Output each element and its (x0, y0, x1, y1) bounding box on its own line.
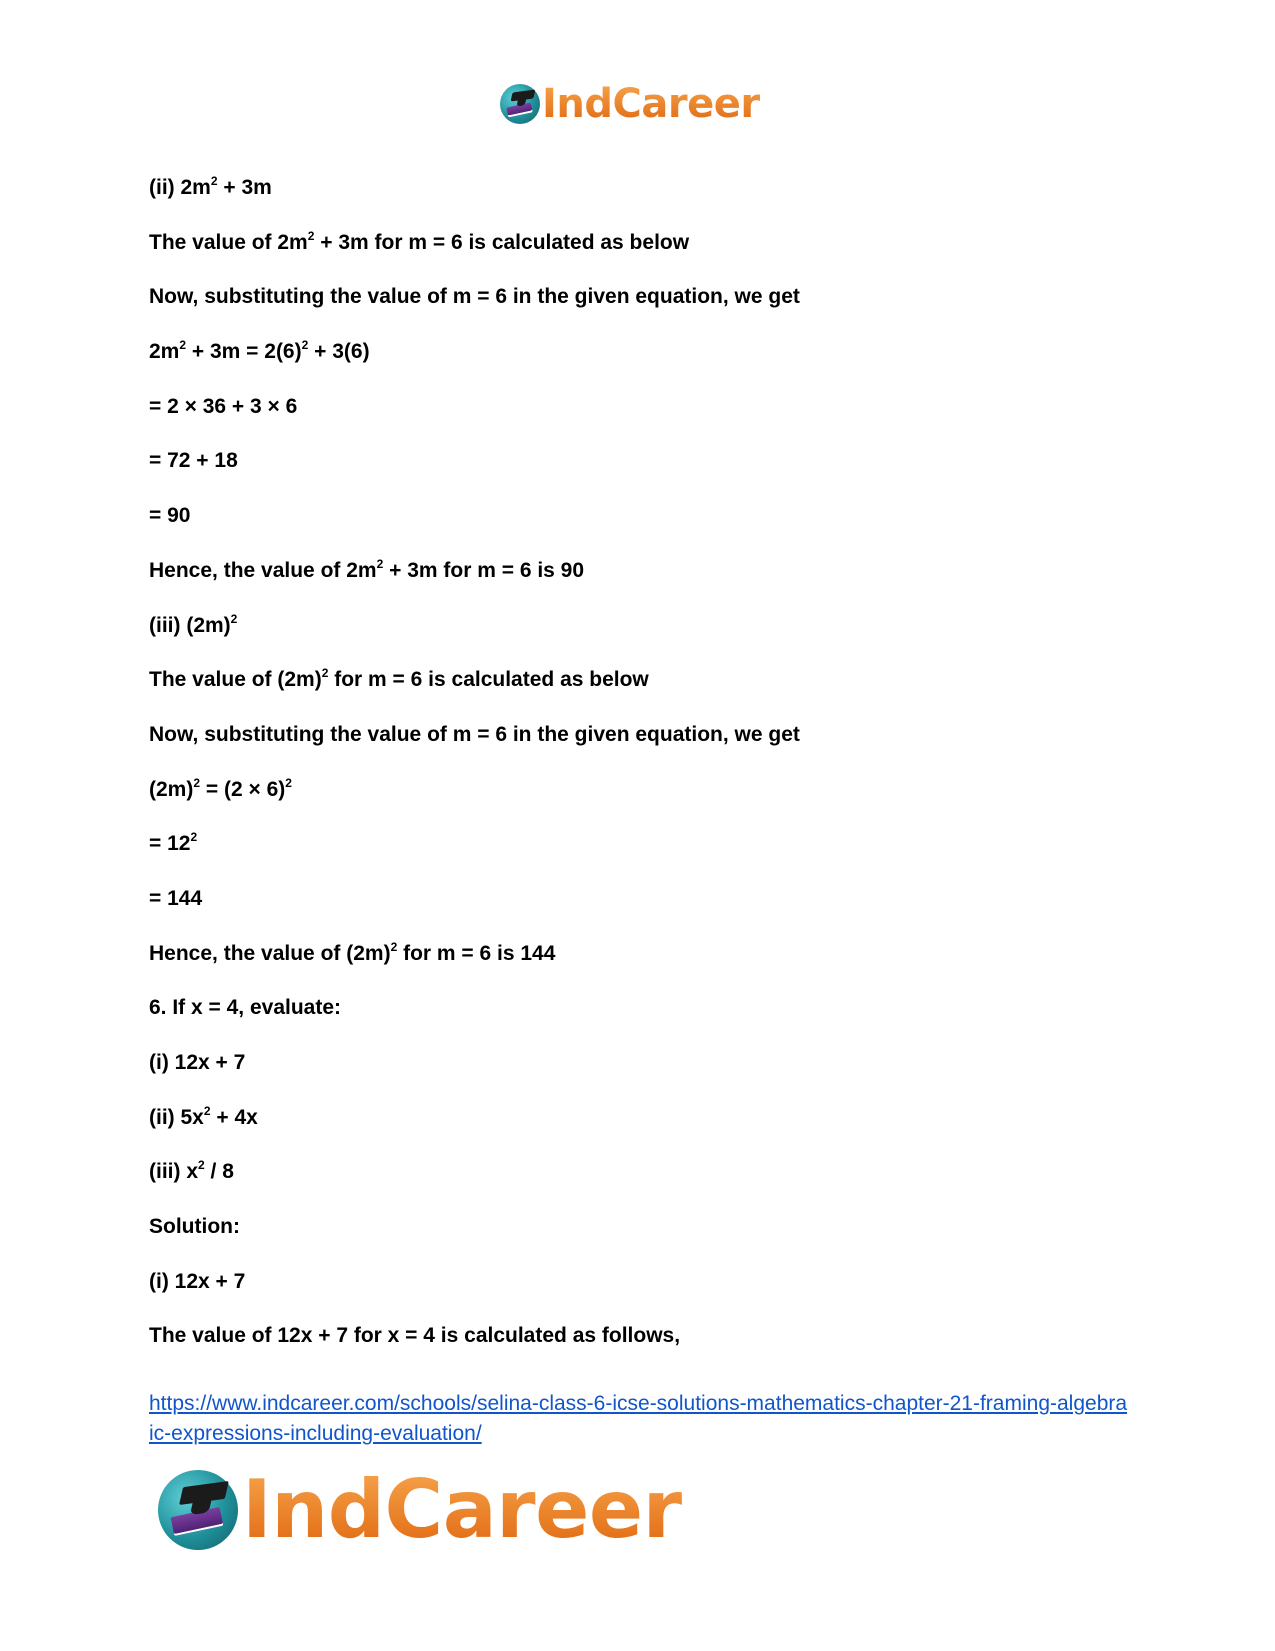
text-line (149, 1215, 1129, 1270)
text-line (149, 996, 1129, 1051)
footer-logo-text: IndCareer (242, 1463, 682, 1556)
text-segment: + 3m for m = 6 is calculated as below (314, 230, 690, 254)
text-line (149, 504, 1129, 559)
text-line (149, 449, 1129, 504)
text-segment: Hence, the value of 2m (149, 558, 377, 582)
text-line (149, 285, 1129, 340)
text-segment: Hence, the value of (2m) (149, 941, 391, 965)
superscript: 2 (193, 775, 201, 790)
header-logo (500, 82, 760, 126)
text-line (149, 1324, 1129, 1379)
text-line (149, 1160, 1129, 1215)
text-line (149, 611, 1129, 669)
text-segment: for m = 6 is calculated as below (328, 668, 649, 692)
text-segment: Solution: (149, 1215, 240, 1239)
footer-logo (158, 1465, 682, 1555)
text-segment: 6. If x = 4, evaluate: (149, 996, 342, 1020)
text-line (149, 1051, 1129, 1106)
superscript: 2 (301, 338, 309, 353)
text-line (149, 1270, 1129, 1325)
text-segment: (ii) 2m (149, 176, 211, 199)
superscript: 2 (307, 228, 315, 243)
text-segment: + 3(6) (308, 340, 370, 364)
text-segment: (i) 12x + 7 (149, 1051, 246, 1074)
superscript: 2 (230, 611, 238, 626)
text-segment: + 3m for m = 6 is 90 (383, 558, 585, 582)
text-line (149, 939, 1129, 997)
text-segment: (iii) x (149, 1160, 199, 1184)
text-segment: + 3m (217, 176, 272, 199)
text-line (149, 340, 1129, 395)
text-line (149, 775, 1129, 833)
superscript: 2 (376, 556, 384, 571)
text-line (149, 887, 1129, 942)
text-segment: The value of (2m) (149, 668, 322, 692)
text-line (149, 668, 1129, 723)
text-segment: / 8 (204, 1160, 234, 1184)
text-segment: The value of 2m (149, 230, 308, 254)
superscript: 2 (285, 775, 292, 790)
superscript: 2 (390, 939, 398, 954)
superscript: 2 (203, 1103, 211, 1118)
text-segment: = (2 × 6) (200, 777, 286, 801)
text-line (149, 395, 1129, 450)
text-line (149, 723, 1129, 778)
text-line (149, 1103, 1129, 1161)
text-segment: (2m) (149, 777, 194, 801)
text-segment: for m = 6 is 144 (397, 941, 556, 965)
source-link[interactable]: https://www.indcareer.com/schools/selina-class-6-icse-solutions-mathematics-chapter-21-framing-algebraic-expressions-including-evaluation/ (149, 1392, 1128, 1445)
text-segment: Now, substituting the value of m = 6 in the given equation, we get (149, 285, 800, 309)
text-segment: Now, substituting the value of m = 6 in the given equation, we get (149, 722, 800, 746)
text-segment: (iii) (2m) (149, 613, 231, 637)
graduation-book-icon (500, 84, 540, 124)
graduation-book-icon (158, 1470, 238, 1550)
header-logo-text: IndCareer (542, 81, 760, 127)
superscript: 2 (210, 174, 218, 188)
text-line (149, 556, 1129, 614)
superscript: 2 (198, 1158, 205, 1173)
superscript: 2 (190, 830, 198, 845)
superscript: 2 (321, 666, 329, 681)
text-segment: = 144 (149, 886, 203, 910)
text-segment: + 3m = 2(6) (186, 340, 302, 364)
solution-content (149, 176, 1129, 1379)
text-segment: (i) 12x + 7 (149, 1269, 246, 1293)
text-segment: + 4x (210, 1105, 258, 1129)
text-segment: = 90 (149, 504, 191, 528)
text-segment: = 2 × 36 + 3 × 6 (149, 394, 298, 418)
text-segment: The value of 12x + 7 for x = 4 is calculated as follows, (149, 1324, 681, 1348)
text-segment: (ii) 5x (149, 1105, 204, 1129)
text-line (149, 832, 1129, 887)
text-segment: 2m (149, 340, 180, 364)
text-line (149, 176, 1129, 231)
superscript: 2 (179, 338, 187, 353)
text-segment: = 12 (149, 832, 191, 856)
text-line (149, 228, 1129, 286)
text-segment: = 72 + 18 (149, 449, 238, 473)
